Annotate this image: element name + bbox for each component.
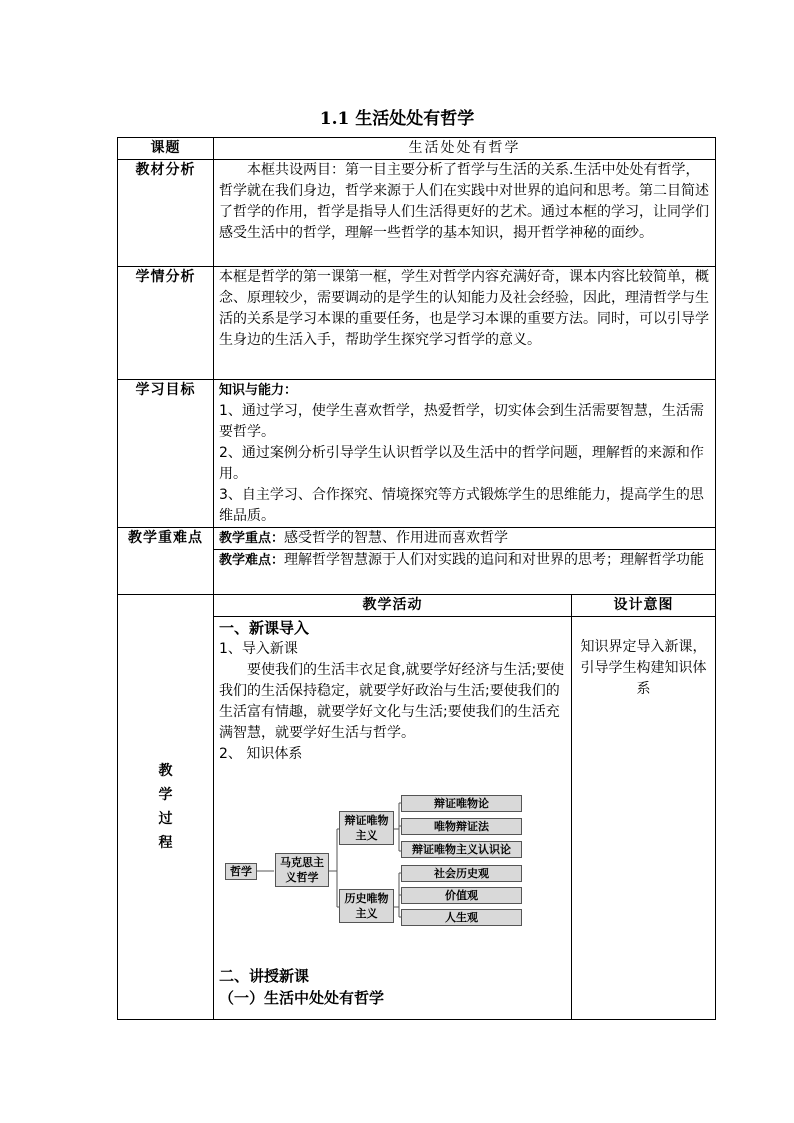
process-char: 学	[158, 786, 173, 803]
diagram-leaf: 价值观	[401, 887, 522, 904]
intro-text: 要使我们的生活丰衣足食,就要学好经济与生活;要使我们的生活保持稳定，就要学好政治与生活;要使我们的生活富有情趣，就要学好文化与生活;要使我们的生活充满智慧，就要学好生活与哲学。	[219, 662, 565, 741]
lesson-plan-table	[117, 137, 716, 1020]
diagram-leaf: 唯物辩证法	[401, 818, 522, 835]
activity-header: 教学活动	[214, 595, 572, 617]
page-title: 1.1 生活处处有哲学	[319, 109, 475, 129]
difficulty-label: 教学难点：	[219, 553, 285, 568]
difficulty-text: 理解哲学智慧源于人们对实践的追问和对世界的思考；理解哲学功能	[284, 552, 705, 568]
goals-label: 学习目标	[118, 380, 214, 528]
goal-item-3: 3、自主学习、合作探究、情境探究等方式锻炼学生的思维能力，提高学生的思维品质。	[219, 487, 704, 524]
key-text: 感受哲学的智慧、作用进而喜欢哲学	[284, 530, 509, 546]
difficulty-cell	[214, 550, 716, 595]
keypoint-cell	[214, 528, 716, 550]
diagram-leaf: 辩证唯物主义认识论	[401, 841, 522, 858]
sub-intro: 1、导入新课	[219, 641, 298, 657]
section-teach: 二、讲授新课	[219, 967, 310, 985]
knowledge-diagram	[219, 795, 519, 935]
process-label	[118, 595, 214, 1020]
process-char: 教	[158, 762, 173, 779]
diagram-leaf: 辩证唯物论	[401, 795, 522, 812]
process-char: 程	[158, 834, 173, 851]
topic-label: 课题	[118, 138, 214, 160]
topic-value: 生活处处有哲学	[214, 138, 716, 160]
intent-text: 知识界定导入新课，引导学生构建知识体系	[572, 617, 716, 1020]
diagram-marxist: 马克思主义哲学	[275, 853, 329, 887]
section-teach-sub: （一）生活中处处有哲学	[219, 989, 385, 1007]
activity-cell	[214, 617, 572, 1020]
intent-header: 设计意图	[572, 595, 716, 617]
diagram-leaf: 社会历史观	[401, 865, 522, 882]
goals-cell	[214, 380, 716, 528]
keypoints-label: 教学重难点	[118, 528, 214, 595]
section-new-lesson: 一、新课导入	[219, 619, 310, 637]
diagram-branch-1: 辩证唯物主义	[339, 811, 394, 845]
key-label: 教学重点：	[219, 531, 285, 546]
goal-item-2: 2、通过案例分析引导学生认识哲学以及生活中的哲学问题，理解哲的来源和作用。	[219, 445, 704, 482]
goal-item-1: 1、通过学习，使学生喜欢哲学，热爱哲学，切实体会到生活需要智慧，生活需要哲学。	[219, 403, 704, 440]
diagram-root: 哲学	[225, 863, 257, 880]
material-label: 教材分析	[118, 160, 214, 267]
diagram-leaf: 人生观	[401, 909, 522, 926]
sub-knowledge: 2、 知识体系	[219, 746, 303, 762]
diagram-branch-2: 历史唯物主义	[339, 889, 394, 923]
students-text: 本框是哲学的第一课第一框，学生对哲学内容充满好奇，课本内容比较简单，概念、原理较少，需要调动的是学生的认知能力及社会经验，因此，理清哲学与生活的关系是学习本课的重要任务，也是学习本课的重要方法。同时，可以引导学生身边的生活入手，帮助学生探究学习哲学的意义。	[214, 267, 716, 380]
process-char: 过	[158, 810, 173, 827]
students-label: 学情分析	[118, 267, 214, 380]
goals-heading: 知识与能力：	[219, 383, 298, 398]
material-text: 本框共设两目：第一目主要分析了哲学与生活的关系.生活中处处有哲学，哲学就在我们身边，哲学来源于人们在实践中对世界的追问和思考。第二目简述了哲学的作用，哲学是指导人们生活得更好的艺术。通过本框的学习，让同学们感受生活中的哲学，理解一些哲学的基本知识，揭开哲学神秘的面纱。	[214, 160, 716, 267]
